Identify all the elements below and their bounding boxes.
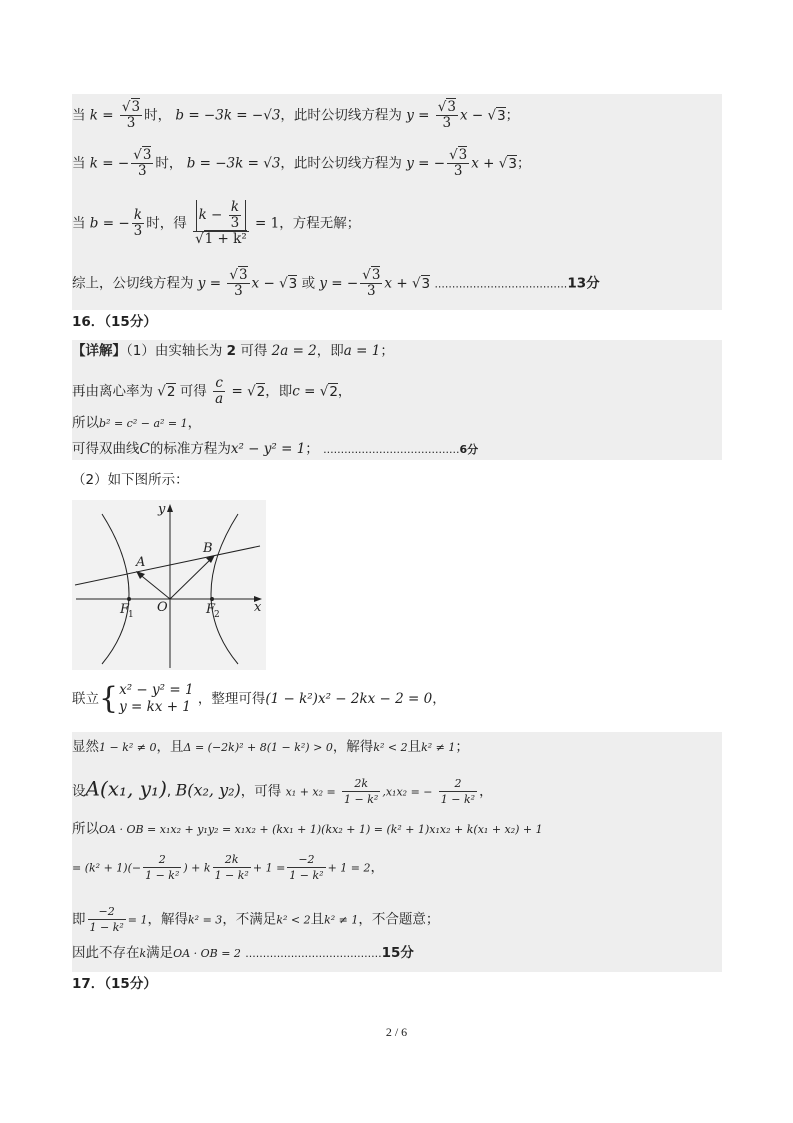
case-k-negative: 当 k = − $\frac{√3}{3}$ 时， b = −3k = √3，此时公切线方程为 y = − $\frac{√3}{3}$ x + √3； [72,147,531,179]
eccentricity-line: 再由离心率为 √2 可得 $\frac{c}{a}$ = √2，即c = √2， [72,375,352,407]
f2-subscript: 2 [214,610,220,620]
x-axis-label: x [254,600,262,615]
standard-equation-line: 可得双曲线C的标准方程为x² − y² = 1； .......................................6分 [72,441,479,457]
f2-label: F [206,602,216,617]
combine-system-line: 联立{x² − y² = 1 y = kx + 1 ，整理可得(1 − k²)x² − 2kx − 2 = 0， [72,681,446,716]
point-b-label: B [203,541,213,556]
b-squared-line: 所以b² = c² − a² = 1， [72,415,202,431]
f1-subscript: 1 [128,610,134,620]
part2-intro: （2）如下图所示： [72,472,189,488]
discriminant-line: 显然1 − k² ≠ 0，且Δ = (−2k)² + 8(1 − k²) > 0，解得k² < 2且k² ≠ 1； [72,739,469,755]
contradiction-line: 即 $\frac{-2}{\text{1 − k²}}$ = 1，解得k² = 3，不满足k² < 2且k² ≠ 1，不合题意； [72,905,440,934]
question-16-heading: 16．（15分） [72,314,157,330]
detail-part1: 【详解】（1）由实轴长为 2 可得 2a = 2，即a = 1； [72,343,394,359]
focus-f2 [210,597,214,601]
point-a-label: A [136,555,146,570]
f1-label: F [120,602,130,617]
page-number: 2 / 6 [385,1025,408,1039]
origin-label: O [157,600,168,615]
set-points-line: 设A(x₁, y₁), B(x₂, y₂)，可得 x₁ + x₂ = $\frac{2k}{\text{1 − k²}}$ ,x₁x₂ = − $\frac{2}{\text{1 − k²}}$ ， [72,776,493,806]
figure-background [72,500,266,670]
y-axis-label: y [158,502,166,517]
case-k-positive: 当 k = $\frac{√3}{3}$ 时， b = −3k = −√3，此时公切线方程为 y = $\frac{√3}{3}$ x − √3； [72,99,520,131]
case-b: 当 b = − $\frac{k}{3}$ 时，得 k − $\frac{k}{3}$ √1 + k² = 1，方程无解； [72,199,361,247]
dot-product-line-2: = (k² + 1)(− $\frac{2}{\text{1 − k²}}$ ) + k $\frac{2k}{\text{1 − k²}}$ + 1 = $\frac{-2}{\text{1 − k²}}$ + 1 = 2， [72,853,385,882]
conclusion-line: 因此不存在k满足OA · OB = 2 .......................................15分 [72,945,414,961]
dot-product-line-1: 所以OA · OB = x₁x₂ + y₁y₂ = x₁x₂ + (kx₁ + 1)(kx₂ + 1) = (k² + 1)x₁x₂ + k(x₁ + x₂) + 1 [72,821,543,837]
hyperbola-figure [72,500,266,670]
question-17-heading: 17．（15分） [72,976,157,992]
focus-f1 [127,597,131,601]
summary-line: 综上，公切线方程为 y = $\frac{√3}{3}$ x − √3 或 y = − $\frac{√3}{3}$ x + √3 ......................................13分 [72,267,600,299]
